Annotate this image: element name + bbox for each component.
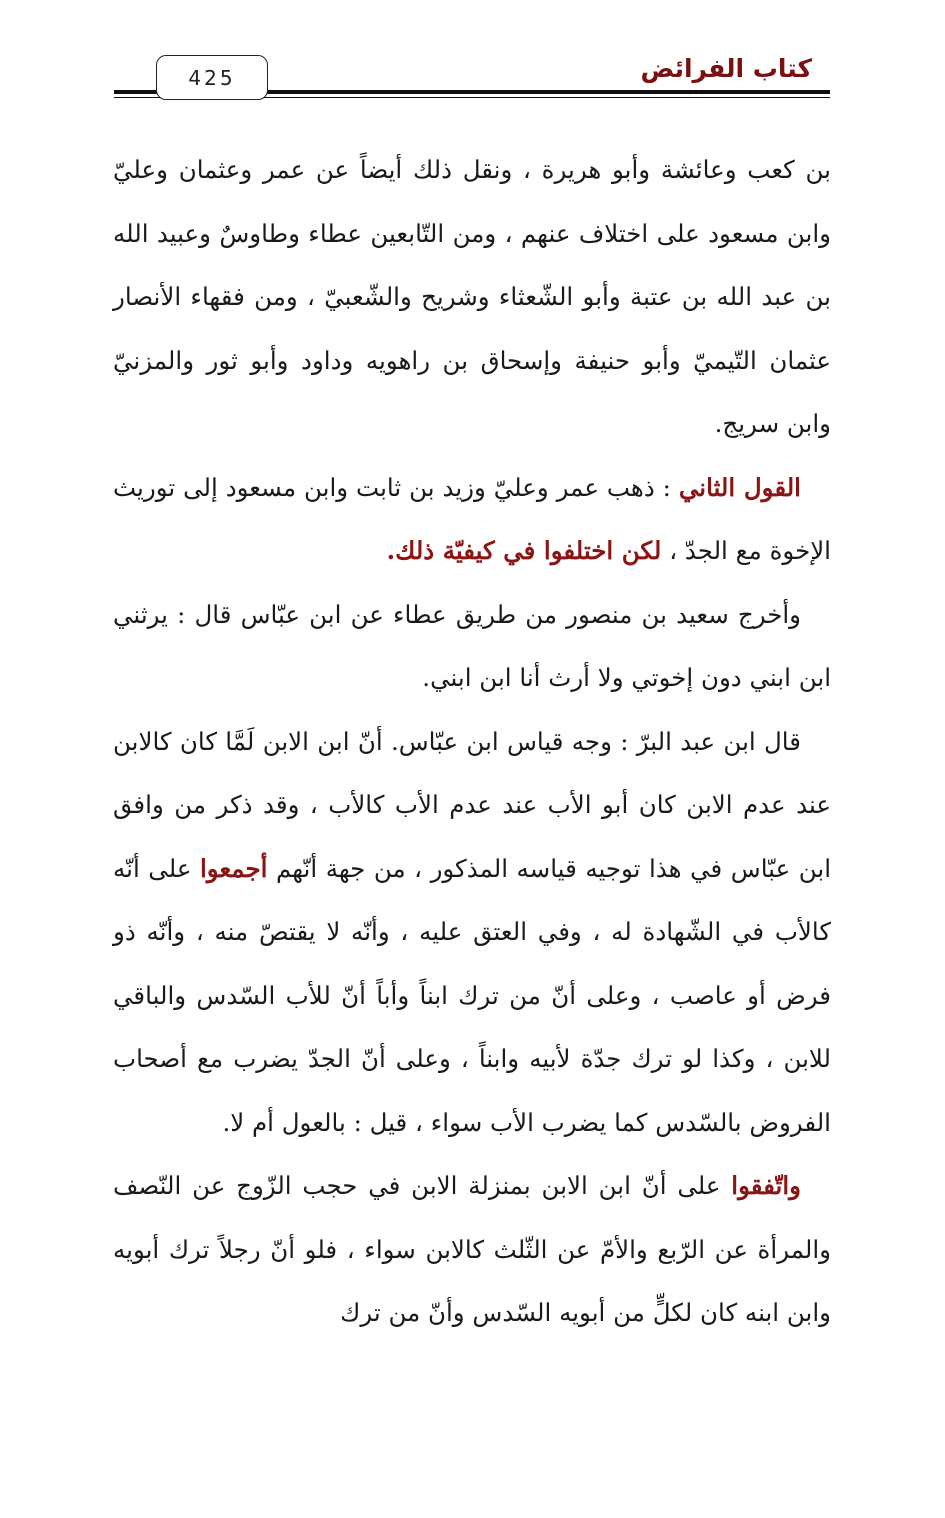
paragraph-2 [113,456,831,583]
paragraph-text: : ذهب عمر وعليّ وزيد بن ثابت وابن مسعود إلى توريث الإخوة مع الجدّ ، [113,472,831,565]
paragraph-text: على أنّ ابن الابن بمنزلة الابن في حجب الزّوج عن النّصف والمرأة عن الرّبع والأمّ عن الثّلث كالابن سواء ، فلو أنّ رجلاً ترك أبويه وابن ابنه كان لكلٍّ من أبويه السّدس وأنّ من ترك [113,1171,831,1327]
page-header [114,52,830,104]
page-number: 425 [156,55,268,100]
highlighted-phrase: لكن اختلفوا في كيفيّة ذلك. [386,536,662,565]
paragraph-text: على أنّه كالأب في الشّهادة له ، وفي العتق عليه ، وأنّه لا يقتصّ منه ، وأنّه ذو فرض أو عاصب ، وعلى أنّ من ترك ابناً وأباً أنّ للأب السّدس والباقي للابن ، وكذا لو ترك جدّة لأبيه وابناً ، وعلى أنّ الجدّ يضرب مع أصحاب الفروض بالسّدس كما يضرب الأب سواء ، قيل : بالعول أم لا. [113,853,831,1137]
section-heading-second-opinion: القول الثاني [678,472,801,502]
book-title: كتاب الفرائض [640,54,812,83]
highlighted-word: واتّفقوا [731,1171,801,1200]
paragraph-1 [113,138,831,456]
paragraph-text: بن كعب وعائشة وأبو هريرة ، ونقل ذلك أيضاً عن عمر وعثمان وعليّ وابن مسعود على اختلاف عنهم ، ومن التّابعين عطاء وطاوسٌ وعبيد الله بن عبد الله بن عتبة وأبو الشّعثاء وشريح والشّعبيّ ، ومن فقهاء الأنصار عثمان التّيميّ وأبو حنيفة وإسحاق بن راهويه وداود وأبو ثور والمزنيّ وابن سريج. [113,155,831,438]
highlighted-word: أجمعوا [200,853,268,883]
paragraph-text: قال ابن عبد البرّ : وجه قياس ابن عبّاس. أنّ ابن الابن لَمَّا كان كالابن عند عدم الابن كان أبو الأب عند عدم الأب كالأب ، وقد ذكر من وافق ابن عبّاس في هذا توجيه قياسه المذكور ، من جهة أنّهم [113,726,831,883]
paragraph-5 [113,1154,831,1345]
paragraph-4 [113,710,831,1155]
paragraph-text: وأخرج سعيد بن منصور من طريق عطاء عن ابن عبّاس قال : يرثني ابن ابني دون إخوتي ولا أرث أنا ابن ابني. [113,599,831,692]
paragraph-3 [113,583,831,710]
page-body [113,138,831,1345]
